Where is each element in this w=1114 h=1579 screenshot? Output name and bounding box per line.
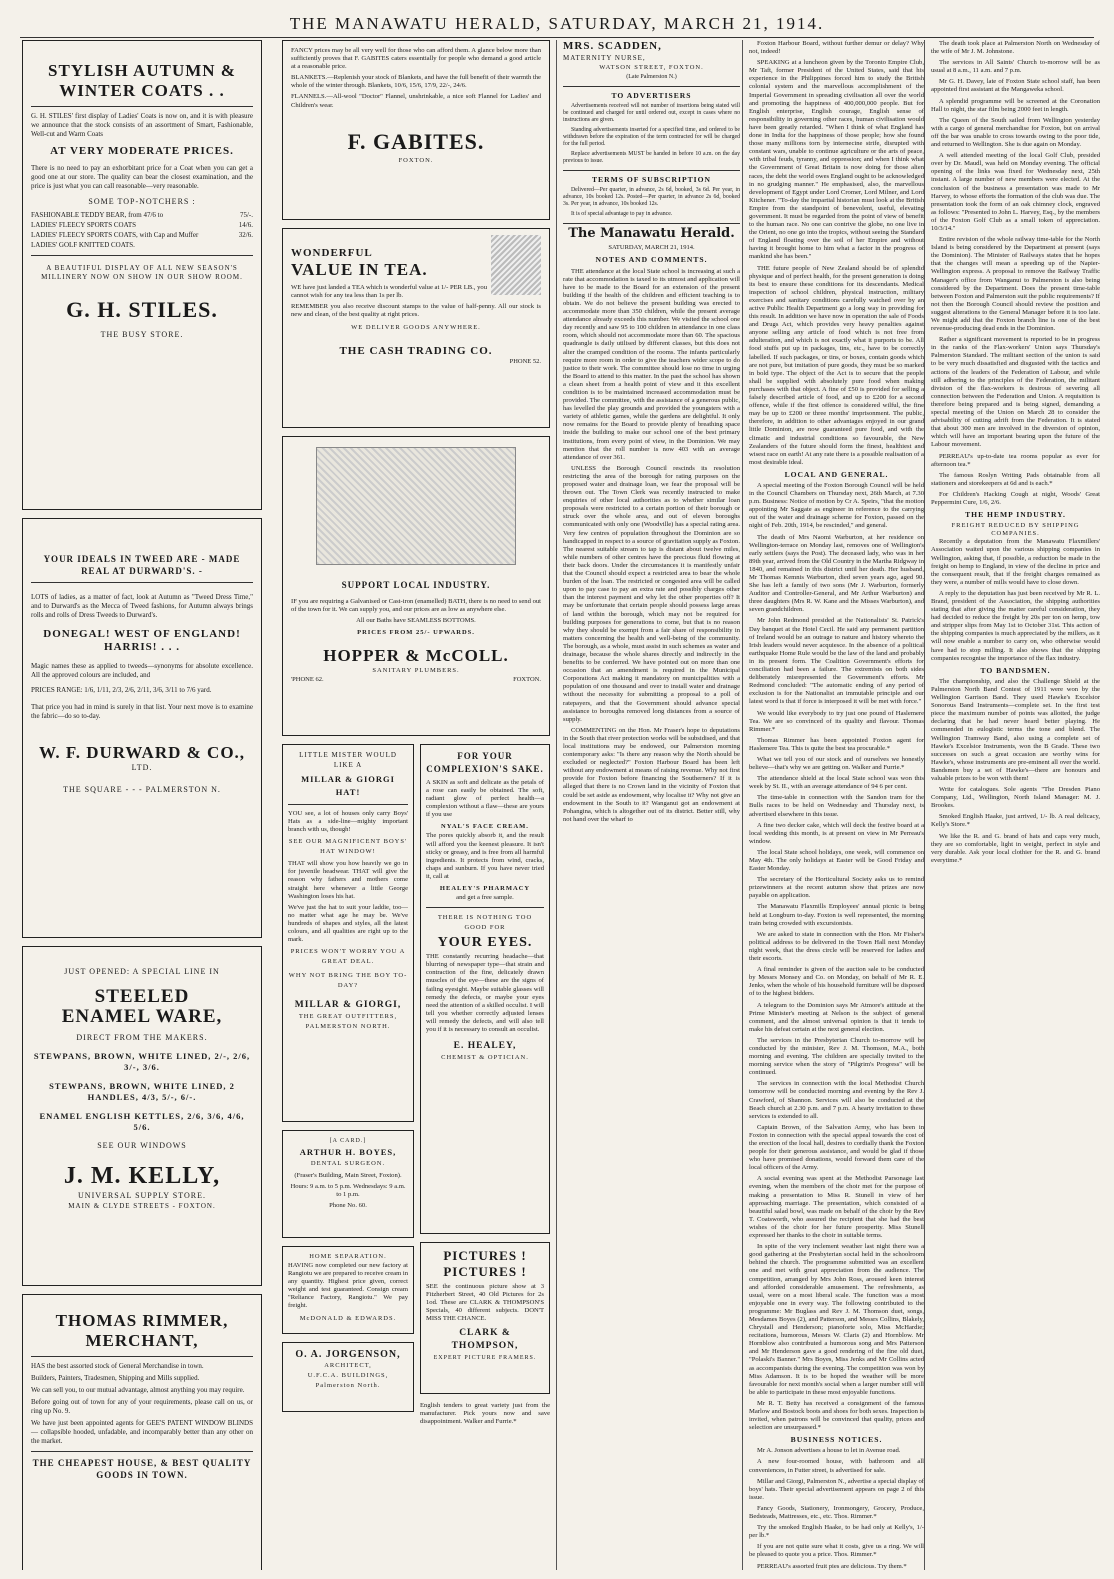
boyes-sub: DENTAL SURGEON.	[310, 1160, 386, 1167]
stiles-headline-1: STYLISH AUTUMN &	[48, 61, 236, 80]
millar-p2: THAT will show you how heavily we go in for juvenile headwear. THAT will give the reason why fathers and mothers come straight here whenever a little George Washington loses his hat.	[288, 860, 408, 900]
c6-p12: Recently a deputation from the Manawatu Flaxmillers' Association waited upon the various shipping companies in Wellington, asking that, if possible, a reduction be made in the freight on hemp to England, in view of the decline in price and the consequent result, that if the freight charges remained as they were, a number of mills would have to close down.	[931, 538, 1100, 586]
rimmer-p3: We can sell you, to our mutual advantage, almost anything you may require.	[31, 1386, 245, 1394]
c4-p1: Foxton Harbour Board, without further demur or delay? Why not, indeed!	[749, 40, 924, 56]
scadden-late: (Late Palmerston N.)	[626, 74, 677, 80]
c5-p4: The secretary of the Horticultural Society asks us to remind prizewinners at the recent autumn show that prizes are now payable on application.	[749, 876, 924, 900]
column-1	[22, 40, 262, 1570]
jorg-name: O. A. JORGENSON,	[295, 1349, 401, 1360]
jorgenson-advert	[282, 1342, 414, 1412]
c5-p17: Millar and Giorgi, Palmerston N., advertise a special display of boys' hats. Their special advertisement appears on page 2 of this issue.	[749, 1477, 924, 1501]
c5-p18: Fancy Goods, Stationery, Ironmongery, Grocery, Produce, Bedsteads, Mattresses, etc., etc. Thos. Rimmer.*	[749, 1504, 924, 1521]
cash-name: THE CASH TRADING CO.	[339, 345, 493, 358]
hopper-phone: 'PHONE 62.	[291, 676, 324, 684]
c4-p7: We would like everybody to try just one pound of Haslemere Tea. We are so convinced of its quality and flavour. Thomas Rimmer.*	[749, 709, 924, 733]
jorg-l1: U.F.C.A. BUILDINGS,	[307, 1372, 389, 1379]
c6-p13: A reply to the deputation has just been received by Mr R. L. Brand, president of the Association, the shipping authorities stating that after giving the matter careful consideration, they had decided to reduce the freight by 20s per ton on hemp, tow and stripper slips from May 1st to October 31st. This action of the shipping companies is much appreciated by the millers, as it will now enable a number to carry on, who otherwise would have had to stop milling. It also shows that the shipping companies recognise the importance of the flax industry.	[931, 589, 1100, 662]
cash-p1: WE have just landed a TEA which is wonderful value at 1/- PER LB., you cannot wish for any tea less than 1s per lb.	[291, 284, 487, 300]
healey-sub: CHEMIST & OPTICIAN.	[441, 1054, 529, 1062]
stiles-topnotchers: SOME TOP-NOTCHERS :	[88, 197, 196, 206]
c5-p12: A social evening was spent at the Methodist Parsonage last evening, when the members of the choir met for the purpose of making a presentation to Miss R. Stunell in view of her approaching marriage. The presentation, which consisted of a beautiful salad bowl, was made on behalf of the choir by the Rev T. Coatsworth, who assured the recipient that she had the best wishes of the choir for her future prosperity. Miss Stunell expressed her thanks to the choir in suitable terms.	[749, 1175, 924, 1240]
c6-p6: A well attended meeting of the local Golf Club, presided over by Dr. Maudl, was held on Monday evening. The official opening of the links was fixed for Wednesday next, 25th instant. A large number of new members were elected. At the conclusion of the business a presentation was made to Mr Harvey, to whose efforts the formation of the club was due. The presentation took the form of an oak chimney clock, engraved as follows: "Presented to John L. Harvey, Esq., by the members of the Foxton Golf Club as a small token of appreciation. 10/3/14."	[931, 152, 1100, 232]
boyes-card: [A CARD.]	[329, 1138, 367, 1144]
c6-p11: For Children's Hacking Cough at night, Woods' Great Peppermint Cure, 1/6, 2/6.	[931, 490, 1100, 506]
subscription-heading: TERMS OF SUBSCRIPTION	[591, 175, 712, 185]
healey-p2: The pores quickly absorb it, and the result will afford you the keenest pleasure. It isn't sticky or greasy, and is free from all harmful ingredients. It protects from wind, cracks, chaps and sunburn. If you have never tried it, call at	[426, 832, 544, 880]
c4-p8: Thomas Rimmer has been appointed Foxton agent for Haslemere Tea. This is quite the best tea procurable.*	[749, 736, 924, 752]
millar-giorgi-advert	[282, 744, 414, 1122]
c4-p9: What we tell you of our stock and of ourselves we honestly believe—that's why we are getting on. Walker and Furrie.*	[749, 755, 924, 772]
masthead: THE MANAWATU HERALD, SATURDAY, MARCH 21, 1914.	[20, 14, 1094, 38]
millar-town: PALMERSTON NORTH.	[305, 1023, 391, 1031]
notes-heading: NOTES AND COMMENTS.	[595, 255, 708, 265]
subscription-p2: It is of special advantage to pay in advance.	[571, 211, 673, 218]
cash-trading-advert	[282, 228, 550, 428]
c5-p14: Mr R. T. Betty has received a consignment of the famous Marlow and Bostock boots and shoes for both sexes. Inspection is invited, when patrons will be convinced that quality, prices and selection are unsurpassed.*	[749, 1399, 924, 1432]
gabites-p1: FANCY prices may be all very well for those who can afford them. A glance below more than sufficiently proves that F. GABITES caters essentially for people who demand a good article at a reasonable price.	[291, 47, 541, 71]
stiles-body: There is no need to pay an exhorbitant price for a Coat when you can get a good one at our store. The quality can bear the closest examination, and the price is just what you can call reasonable—very reasonable.	[31, 164, 253, 190]
kelly-address: MAIN & CLYDE STREETS - FOXTON.	[68, 1202, 216, 1210]
cash-p2: REMEMBER you also receive discount stamps to the value of half-penny. All our stock is new and clean, of the best quality at right prices.	[291, 303, 541, 319]
gabites-advert	[282, 40, 550, 220]
gabites-p2: BLANKETS.—Replenish your stock of Blankets, and have the full benefit of their warmth the whole of the winter through. Blankets, 10/6, 15/6, 17/9, 22/-, 24/6.	[291, 74, 541, 90]
issue-date: SATURDAY, MARCH 21, 1914.	[608, 244, 695, 252]
column-3	[556, 40, 740, 1570]
c6-p7: Entire revision of the whole railway time-table for the North Island is being considered by the Department at present (says the Dominion). The Minister of Railways states that he hopes that the changes will mean a speeding up of the Napier-Wellington express. A proposal to remove the Railway Traffic Manager's office from Wanganui to Palmerston is also being considered by the Department. Does the present time-table between Foxton and Palmerston suit the public requirements? If not then the Borough Council should review the position and suggest alterations to the General Manager before it is too late. We might add that the Foxton branch line is one of the best revenue-producing dead ends in the Dominion.	[931, 236, 1100, 333]
c5-p19: Try the smoked English Haake, to be had only at Kelly's, 1/- per lb.*	[749, 1524, 924, 1540]
c6-p10: The famous Roslyn Writing Pads obtainable from all stationers and storekeepers at 6d and is each.*	[931, 471, 1100, 487]
cash-tea: VALUE IN TEA.	[291, 260, 428, 279]
healey-advert	[420, 744, 550, 1234]
kelly-line-2: STEWPANS, BROWN, WHITE LINED, 2 HANDLES, 4/3, 5/-, 6/-.	[49, 1081, 235, 1102]
millar-p4: PRICES WON'T WORRY YOU A GREAT DEAL.	[290, 948, 406, 966]
hopper-p2: All our Baths have SEAMLESS BOTTOMS.	[356, 617, 476, 625]
c5-p16: A new four-roomed house, with bathroom and all conveniences, in Futter street, is advertised for sale.	[749, 1458, 924, 1474]
c4-p5: The death of Mrs Naomi Warburton, at her residence on Wellington-terrace on Monday last, removes one of Wellington's early settlers (says the Post). The deceased lady, who was in her 89th year, arrived from the Old Country in the Martha Ridgway in 1840, and remained in this district until her death. Her husband, Mr Thomas Kemnis Warburton, died seven years ago, aged 90. She has left a family of two sons (Mr J. Warburton, formerly Auditor and Controller-General, and Mr Arthur Warburton) and three daughters (Mrs R. W. Kane and the Misses Warburton), and seven grandchildren.	[749, 533, 924, 614]
c4-p2: SPEAKING at a luncheon given by the Toronto Empire Club, Mr Taft, former President of the United States, said that his experience in the Philippines forced him to study the British colonial system and the marvellous accomplishment of the Imperial Government in spreading civilisation all over the world and promoting the happiness of 400,000,000 people. But for English enterprise, English courage, English sense of responsibility in governing other races, human civilisation would have been greatly retarded. "When I think of what England has done in India for the happiness of those people; how she found those many millions torn by internecine strife, disrupted with constant wars, unable to continue agriculture or the arts of peace, with tribal feuds, tyranny, and oppression; and when I think what the Government of Great Britain is now doing for those alien races, the debt the world owes England ought to be acknowledged in no grudging manner." He emphasised, also, the marvellous development of Egypt under Lord Cromer, Lord Milner, and Lord Kitchener. "To-day the impartial historian must look at the British Empire from the standpoint of benevolent, useful, elevating government. It must be regarded from the point of view of benefit to the human race. No one can contrive the globe, no one live in the Orient, no one go into the tropics, without seeing the Standard of England floating over the soil of her Empire and without having it brought home to him what a factor in the progress of mankind she has been."	[749, 59, 924, 261]
durward-address: THE SQUARE - - - PALMERSTON N.	[63, 785, 221, 794]
clark-name: CLARK & THOMPSON,	[451, 1328, 519, 1352]
c5-p1: The time-table in connection with the Sandon tram for the Bulls races to be held on Wednesday and Thursday next, is advertised elsewhere in this issue.	[749, 794, 924, 818]
clark-thompson-advert	[420, 1242, 550, 1394]
c5-p21: PERREAU's assorted fruit pies are delicious. Try them.*	[757, 1562, 907, 1570]
advertisers-p3: Replace advertisements MUST be handed in before 10 a.m. on the day previous to issue.	[563, 151, 740, 165]
c6-p4: A splendid programme will be screened at the Coronation Hall to night, the star film being 2000 feet in length.	[931, 97, 1100, 113]
stiles-item: FASHIONABLE TEDDY BEAR, from 47/6 to 75/-.	[31, 211, 253, 219]
clark-h1: PICTURES !	[443, 1248, 527, 1263]
cash-wonderful: WONDERFUL	[291, 247, 373, 259]
healey-e2: YOUR EYES.	[437, 935, 533, 951]
c5-p9: The services in the Presbyterian Church to-morrow will be conducted by the minister, Rev J. M. Thomson, M.A., both morning and evening. The children are specially invited to the morning service when the story of "Pilgrim's Progress" will be continued.	[749, 1036, 924, 1077]
c6-p5: The Queen of the South sailed from Wellington yesterday with a cargo of general merchandise for Foxton, but on arrival off the bar was unable to cross towards owing to the poor tide, and returned to Wellington. She is due again on Monday.	[931, 116, 1100, 149]
c6-p2: The services in All Saints' Church to-morrow will be as usual at 8 a.m., 11 a.m. and 7 p.m.	[931, 59, 1100, 75]
durward-headline: YOUR IDEALS IN TWEED ARE - MADE REAL AT DURWARD'S. -	[43, 554, 241, 576]
c6-p16: Smoked English Haake, just arrived, 1/- lb. A real delicacy, Kelly's Store.*	[931, 813, 1100, 829]
millar-h2: MILLAR & GIORGI HAT!	[301, 774, 395, 797]
stiles-millinery: A BEAUTIFUL DISPLAY OF ALL NEW SEASON'S MILLINERY NOW ON SHOW IN OUR SHOW ROOM.	[41, 264, 243, 281]
mcd-name: McDONALD & EDWARDS.	[299, 1314, 397, 1322]
hopper-prices: PRICES FROM 25/- UPWARDS.	[357, 629, 475, 637]
healey-p4: THE constantly recurring headache—that blurring of newspaper type—that strain and contraction of the fine, delicately drawn muscles of the eye—these are the signs of failing eyesight. Maybe suitable glasses will remedy the defects, or maybe your eyes need the attention of a skilled occulist. I will tell you whether correctly adjusted lenses will remedy the defects, and will also tell you if it is necessary to consult an occulist.	[426, 953, 544, 1033]
rimmer-name: THOMAS RIMMER,	[55, 1311, 229, 1330]
durward-body: LOTS of ladies, as a matter of fact, look at Autumn as "Tweed Dress Time," and to Durward's as the Mecca of Tweed fashions, for Autumn always brings rolls and rolls of Dress Tweeds to Durward's.	[31, 593, 253, 619]
c6-p17: We like the R. and G. brand of hats and caps very much, they are so comfortable, light in weight, perfect in style and very durable. Ask your local clothier for the R. and G. brand everytime.*	[931, 832, 1100, 864]
notes-p1: THE attendance at the local State school is increasing at such a rate that accommodation is taxed to its utmost and application will have to be made to the Board for an extension of the present building if the health of the children and efficient teaching is to obtain. We do not believe the present building was erected to accommodate more than 350 children, while the present average attendance already exceeds this number. We visited the school one day recently and saw 95 to 100 children in attendance in one class room, which should not accommodate more than 60. The spacious quadrangle is daily utilised by different classes, but this does not alter the cramped condition of the rooms. The infants particularly require more room in order to give the teachers wider scope to do justice to their work. The committee should lose no time in urging the Board to attend to this matter. In the past the school has shown a clean sheet from a health point of view and it this excellent condition is to be maintained increased accommodation must be provided. The committee, with the assistance of a generous public, has levelled the play grounds and provided the youngsters with a variety of athletic games, while the gardens are delightful. It only now remains for the Board to provide plenty of breathing space inside the building to make our school one of the best primary institutions, from every point of view, in the Dominion. We may mention that the roll number is now 403 with an average attendance of over 361.	[563, 267, 740, 461]
boyes-address: (Fraser's Building, Main Street, Foxton).	[294, 1172, 402, 1179]
c5-p15: Mr A. Jonson advertises a house to let in Avenue road.	[757, 1447, 901, 1455]
kelly-see: SEE OUR WINDOWS	[97, 1141, 187, 1150]
durward-magic: Magic names these as applied to tweeds—synonyms for absolute excellence. All the approved colours are included, and	[31, 662, 253, 679]
c5-p2: A fine two decker cake, which will deck the festive board at a local wedding this month, is at present on view in Mr Perreau's window.	[749, 821, 924, 845]
mcd-heading: HOME SEPARATION.	[309, 1253, 387, 1260]
paper-title: The Manawatu Herald.	[568, 226, 735, 242]
column-5	[924, 40, 1100, 1570]
rimmer-merchant: MERCHANT,	[85, 1331, 199, 1350]
c4-p3: THE future people of New Zealand should be of splendid physique and of perfect health, for the present generation is doing its best to ensure these conditions for its descendants. Medical inspection of school children, physical instruction, military exercises and sanitary conditions carefully watched over by an active Public Health Department go a long way in providing for this result. In addition we have now in operation the sale of Foods and Drugs Act, which provides very heavy penalties against anyone selling any article of food which is not free from adulteration, and which is not exactly what it purports to be. All food stuffs put up in packages, tins, etc., have to be correctly labelled. If such packages, or tins, or boxes, contain goods which are not pure, but imitation of pure goods, they must be so marked in bold type. The object of the Act is to secure that the people shall be supplied with absolutely pure food when making purchases with that object. A fine of £50 is provided for selling a falsely described article of food, and up to £200 for a second offence, while if the first offence is considered wilful, the fine may be up to £200 or three months' imprisonment. The public, therefore, in addition to other advantages enjoyed in our grand little Dominion, are now guaranteed pure food, and with the climatic and industrial conditions so favourable, the New Zealanders of the future should form the finest, healthiest and wisest race on earth! At any rate there is a possible realisation of a most desirable ideal.	[749, 264, 924, 466]
c4-p6: Mr John Redmond presided at the Nationalists' St. Patrick's Day banquet at the Hotel Cecil. He said any permanent partition of Ireland would be an outrage to nature and history whereto the Irish leaders would never acquiesce. In the absence of a political earthquake Home Rule would be the law of the land and probably in its present form. The Coalition Government's efforts for conciliation had been a failure. The extremists on both sides deliberately misrepresented the Government's efforts. Mr Redmond concluded: "The automatic ending of any period of exclusion is for the Nationalist an immutable principle and our latest word is that if force is interposed it will be met with force."	[749, 617, 924, 706]
kelly-enamelware: ENAMEL WARE,	[61, 1006, 223, 1027]
millar-name: MILLAR & GIORGI,	[294, 1000, 402, 1011]
hopper-p1: IF you are requiring a Galvanised or Cast-iron (enamelled) BATH, there is no need to send out of the town for it. We can supply you, and our prices are as low as anywhere else.	[291, 598, 541, 614]
stiles-item: LADIES' GOLF KNITTED COATS.	[31, 241, 135, 249]
c5-p7: A final reminder is given of the auction sale to be conducted by Messrs Monsey and Co. on Monday, on behalf of Mr R. E. Jenks, when the whole of his household furniture will be disposed of to the highest bidders.	[749, 966, 924, 998]
hemp-heading: THE HEMP INDUSTRY.	[965, 510, 1066, 520]
healey-h1: FOR YOUR COMPLEXION'S SAKE.	[426, 751, 544, 774]
hemp-subheading: FREIGHT REDUCED BY SHIPPING COMPANIES.	[951, 522, 1080, 538]
boyes-phone: Phone No. 60.	[329, 1202, 367, 1210]
stiles-tag: THE BUSY STORE.	[100, 330, 184, 339]
jorg-sub: ARCHITECT,	[324, 1362, 372, 1369]
stiles-name: G. H. STILES.	[66, 297, 218, 322]
rimmer-p4: Before going out of town for any of your requirements, please call on us, or ring up No. 9.	[31, 1398, 253, 1415]
c5-p3: The local State school holidays, one week, will commence on May 4th. The only holidays at Easter will be Good Friday and Easter Monday.	[749, 848, 924, 873]
notes-p3: COMMENTING on the Hon. Mr Fraser's hope to deputations in the South that river protection works will be subsidised, and that local institutions may be endowed, our Palmerston morning contemporary asks: "Is there any reason why the North should be excluded or neglected?" Foxton Harbour Board has been left without any endowment at means of raising revenue. Why not first provide for Foxton before financing the Southerners? If it is alleged that there is no Crown land in the vicinity of Foxton that could be set aside as endowment, why localise it? Why not give an endowment in the South to it? Wanganui got an endowment at Pohangina, which is altogether out of its district. Better still, why not hand over the wharf to	[563, 726, 740, 823]
advertisers-p1: Advertisements received will not number of insertions being stated will be continued and charged for until ordered out, except in cases where no instructions are given.	[563, 103, 740, 124]
millar-p5: WHY NOT BRING THE BOY TO-DAY?	[288, 972, 408, 990]
rimmer-p1: HAS the best assorted stock of General Merchandise in town.	[31, 1362, 204, 1370]
durward-ltd: LTD.	[131, 763, 153, 772]
durward-advert	[22, 518, 262, 938]
stiles-item: LADIES' FLEECY SPORTS COATS, with Cap and Muffer 32/6.	[31, 231, 253, 239]
column-2	[282, 40, 550, 1570]
millar-h1: LITTLE MISTER WOULD LIKE A	[299, 751, 397, 769]
hopper-heading: SUPPORT LOCAL INDUSTRY.	[341, 580, 491, 590]
hopper-town: FOXTON.	[513, 676, 541, 684]
c6-p14: The championship, and also the Challenge Shield at the Palmerston North Band Contest of 1911 were won by the Wellington Garrison Band. They used Hawke's Excelsior Sonorous Band Instruments—complete set. In the first test piece the maximum number of points was allotted, the judge declaring that he had never heard better playing. He commended in eulogistic terms the tone and blend. The Wellington Tramway Band, also using a complete set of Hawke's Excelsior Instruments, won the B Grade. These two successes on such a great occasion are worthy wins for Hawke's, whose instruments are pre-eminent all over the world. Bandsmen buy a set of Hawke's—there are honours and valuable prizes to be won with them!	[931, 677, 1100, 782]
c6-p3: Mr G. H. Davey, late of Foxton State school staff, has been appointed first assistant at the Mangaweka school.	[931, 78, 1100, 94]
c6-p1: The death took place at Palmerston North on Wednesday of the wife of Mr J. M. Johnstone.	[931, 40, 1100, 56]
bandsmen-heading: TO BANDSMEN.	[980, 665, 1051, 675]
healey-nyal: NYAL'S FACE CREAM.	[441, 823, 529, 831]
tea-drinker-illustration	[491, 235, 541, 295]
kelly-steeled: STEELED	[94, 986, 190, 1007]
subscription-p1: Delivered—Per quarter, in advance, 2s 6d, booked, 3s 6d. Per year, in advance, 10s booked 12s. Posted—Per quarter, in advance 2s 6d, booked 3s. Per year, in advance, 10s booked 12s.	[563, 187, 740, 208]
c4-p4: A special meeting of the Foxton Borough Council will be held in the Council Chambers on Thursday next, 26th March, at 7.30 p.m. Business: Notice of motion by Cr A. Speirs, "that the motion appointing Mr Saggate as engineer in reference to the carrying out of the water and drainage scheme for Foxton, passed on the night of Feb. 20th, 1914, be rescinded," and general.	[749, 481, 924, 530]
c5-p11: Captain Brown, of the Salvation Army, who has been in Foxton in connection with the special appeal towards the cost of the erection of the local hall, desires to cordially thank the Foxton people for their generous assistance, and would be glad if those who have promised donations, would forward them care of the local officers of the Army.	[749, 1123, 924, 1172]
kelly-line-3: ENAMEL ENGLISH KETTLES, 2/6, 3/6, 4/6, 5/6.	[39, 1111, 245, 1132]
millar-p1: YOU see, a lot of houses only carry Boys' Hats as a side-line—mighty important branch with us, though!	[288, 810, 408, 834]
c5-p0: The attendance shield at the local State school was won this week by St. II., with an average attendance of 94 6 per cent.	[749, 775, 924, 791]
cash-phone: PHONE 52.	[509, 358, 541, 366]
jorg-l2: Palmerston North.	[315, 1382, 381, 1389]
durward-donegal: DONEGAL! WEST OF ENGLAND! HARRIS! . . .	[43, 628, 241, 653]
rimmer-footer: THE CHEAPEST HOUSE, & BEST QUALITY GOODS IN TOWN.	[32, 1458, 252, 1480]
kelly-name: J. M. KELLY,	[63, 1163, 221, 1189]
gabites-name: F. GABITES.	[347, 128, 485, 154]
c5-p20: If you are not quite sure what it costs, give us a ring. We will be pleased to quote you a price. Thos. Rimmer.*	[749, 1543, 924, 1559]
millar-p3: We've just the hat to suit your laddie, too—no matter what age he may be. We've hundreds of shapes and styles, all the latest colours, and all qualities are right up to the mark.	[288, 903, 408, 944]
scadden-name: MRS. SCADDEN,	[563, 40, 662, 52]
business-notices-heading: BUSINESS NOTICES.	[790, 1435, 883, 1445]
rimmer-p5: We have just been appointed agents for GEE'S PATENT WINDOW BLINDS — collapsible hooded, unfadable, and incomparably better than any other on the market.	[31, 1419, 253, 1445]
kelly-opened: JUST OPENED: A SPECIAL LINE IN	[64, 967, 220, 976]
c5-p10: The services in connection with the local Methodist Church tomorrow will be conducted morning and evening by the Rev J. Crawford, of Shannon. Services will also be conducted at the Beach church at 2.30 p.m. and 7 p.m. A hearty invitation to these services is extended to all.	[749, 1080, 924, 1120]
mcdonald-advert	[282, 1246, 414, 1334]
stiles-item: LADIES' FLEECY SPORTS COATS 14/6.	[31, 221, 253, 229]
stiles-prices-heading: AT VERY MODERATE PRICES.	[50, 145, 234, 157]
rimmer-p2: Builders, Painters, Tradesmen, Shipping and Mills supplied.	[31, 1374, 200, 1382]
c5-p13: In spite of the very inclement weather last night there was a good gathering at the Presbyterian social held in the schoolroom behind the church. The programme submitted was an excellent one and met with great appreciation from the audience. The competition, arranged by Mrs John Ross, aroused keen interest and afforded considerable amusement. The refreshments, as usual, were on a most liberal scale. The function was a most enjoyable one in every way. The following contributed to the programme: Mr Buglass and Rev J. M. Thomson duet, songs, Mesdames Boyes (2), and Patterson, and Messrs Collins, Blakely, Chrystall and Henderson; pianoforte solo, Miss McHardie; recitations, humorous, Messrs W. Claris (2) and Hornblow. Mr Hornblow also contributed a humorous song and Mrs Patterson and Mr Henderson gave a good rendering of the fine old duet, "Polaski's Banner." Mrs Boyes, Miss Jenks and Mr Collins acted as accompanists during the evening. The competition was won by Miss Adamson. It is to be hoped the weather will be more favourable for next month's social when a larger number still will be able to participate in these most enjoyable functions.	[749, 1243, 924, 1396]
hopper-sub: SANITARY PLUMBERS.	[372, 667, 460, 675]
durward-that: That price you had in mind is surely in that list. Your next move is to examine the fabric—do so to-day.	[31, 703, 253, 720]
healey-p3: and get a free sample.	[456, 894, 514, 902]
stiles-headline-2: WINTER COATS . .	[59, 81, 225, 100]
hopper-advert	[282, 436, 550, 736]
c5-p6: We are asked to state in connection with the Hon. Mr Fisher's political address to be delivered in the Town Hall next Monday night week, that the dress circle will be reserved for ladies and their escorts.	[749, 930, 924, 963]
cash-deliver: WE DELIVER GOODS ANYWHERE.	[351, 324, 481, 332]
gabites-p3: FLANNELS.—All-wool "Doctor" Flannel, unshrinkable, a nice soft Flannel for Ladies' and Children's wear.	[291, 93, 541, 109]
kelly-direct: DIRECT FROM THE MAKERS.	[76, 1033, 208, 1042]
millar-see: SEE OUR MAGNIFICENT BOYS' HAT WINDOW!	[288, 838, 408, 856]
durward-name: W. F. DURWARD & CO.,	[38, 743, 246, 762]
clark-sub: EXPERT PICTURE FRAMERS.	[433, 1355, 537, 1362]
gabites-town: FOXTON.	[398, 156, 434, 164]
boyes-advert	[282, 1130, 414, 1238]
healey-p1: A SKIN as soft and delicate as the petals of a rose can easily be obtained. The soft, radiant glow of perfect health—a complexion without a flaw—these are yours if you use	[426, 779, 544, 819]
advertisers-heading: TO ADVERTISERS	[611, 91, 692, 101]
scadden-title: MATERNITY NURSE,	[563, 54, 646, 62]
boyes-name: ARTHUR H. BOYES,	[299, 1147, 397, 1157]
hopper-name: HOPPER & McCOLL.	[323, 646, 509, 666]
clark-h2: PICTURES !	[443, 1264, 527, 1279]
c5-p5: The Manawatu Flaxmills Employees' annual picnic is being held at Longburn to-day. Foxton is well represented, the morning train being crowded with excursionists.	[749, 903, 924, 927]
healey-pharmacy: HEALEY'S PHARMACY	[439, 885, 531, 893]
walker-notice: English tenders to great variety just from the manufacturer. Pick yours now and save disappointment. Walker and Furrie.*	[420, 1402, 550, 1426]
rimmer-advert	[22, 1294, 262, 1570]
c6-p8: Rather a significant movement is reported to be in progress in the ranks of the Flax-workers' Union says Thursday's Palmerston Standard. The militant section of the union is said to be very much dissatisfied and disgusted with the tactics and actions of the leaders of the Federation of Labour, and while still adhering to the principles of the Federation, the militant division of the flax-workers is desirous of severing all connection between the Federation and Union. A requisition is therefore being prepared and is being signed, demanding a special meeting of the Union on March 28 to consider the advisability of cutting adrift from the Federation. It is stated that about 300 men are involved in the diversion of opinion, which will have an important bearing upon the future of the Labour movement.	[931, 336, 1100, 449]
c5-p8: A telegram to the Dominion says Mr Atmore's attitude at the Prime Minister's meeting at Nelson is the subject of general comment, and the almost universal opinion is that it tends to make his defeat certain at the next general election.	[749, 1001, 924, 1033]
kelly-advert	[22, 946, 262, 1286]
bath-illustration	[316, 447, 516, 565]
c6-p15: Write for catalogues. Sole agents "The Dresden Piano Company, Ltd., Wellington, North Island Manager: M. J. Brookes.	[931, 786, 1100, 810]
advertisers-p2: Standing advertisements inserted for a specified time, and ordered to be withdrawn before the expiration of the term contracted for will be charged for the full period.	[563, 127, 740, 148]
scadden-address: WATSON STREET, FOXTON.	[599, 64, 704, 71]
notes-p2: UNLESS the Borough Council rescinds its resolution restricting the area of the borough for rating purposes on the proposed water and drainage loan, we fear the proposal will be thrown out. The Town Clerk was recently instructed to make enquiries of other local authorities as to whether similar loan proposals were restricted to a certain portion of their borough or struck over the whole area, and out of eleven boroughs communicated with only one (Woodville) has a special rating area. Very few centres of population throughout the Dominion are so handicapped in respect to a source of gravitation supply as Foxton. The nearest suitable stream to tap is distant about twelve miles, while numbers of other centres have the precious fluid flowing at their back doors. Under the circumstances it is manifestly unfair that the Council should expect a restricted area to bear the whole burden of the loan. The restricted or congested area will be called upon to pay case to pay an extra rate and possibly charges other than the interest payment and why let the other properties off? It may be unfortunate that certain people should possess large areas of land within the borough, which may not be required for building purposes for generations to come, but that is no reason why they should be exempt from a fair share of responsibility in matters concerning the health and well-being of the community. The borough, as a whole, must assist in such schemes as water and drainage, because the whole shares directly and indirectly in the benefits to be conferred. We have pointed out on more than one occasion that an amendment is required in the Municipal Corporations Act making it mandatory on municipalities with a population of one thousand and over to install water and drainage without the necessity for submitting a proposal to a poll of ratepayers, and that the Government should advance special assistance to boroughs removed long distances from a source of supply.	[563, 464, 740, 723]
kelly-sub: UNIVERSAL SUPPLY STORE.	[78, 1191, 206, 1200]
millar-sub: THE GREAT OUTFITTERS,	[298, 1013, 398, 1021]
stiles-advert	[22, 40, 262, 510]
kelly-line-1: STEWPANS, BROWN, WHITE LINED, 2/-, 2/6, 3/-, 3/6.	[33, 1051, 251, 1072]
c6-p9: PERREAU's up-to-date tea rooms popular as ever for afternoon tea.*	[931, 452, 1100, 468]
boyes-hours: Hours: 9 a.m. to 5 p.m. Wednesdays: 9 a.m. to 1 p.m.	[290, 1183, 406, 1199]
stiles-intro: G. H. STILES' first display of Ladies' Coats is now on, and it is with pleasure we announce that the stock consists of an assortment of Smart, Fashionable, Well-cut and Warm Coats	[31, 112, 253, 138]
durward-prices: PRICES RANGE: 1/6, 1/11, 2/3, 2/6, 2/11, 3/6, 3/11 to 7/6 yard.	[31, 686, 212, 694]
healey-name: E. HEALEY,	[453, 1041, 517, 1052]
mcd-p1: HAVING now completed our new factory at Rangiotu we are prepared to receive cream in any quantity. Highest price given, correct weight and test guaranteed. Consign cream "Reliance Factory, Rangiotu." We pay freight.	[288, 1262, 408, 1310]
clark-p1: SEE the continuous picture show at 3 Fitzherbert Street, 40 Old Pictures for 2s 1od. These are CLARK & THOMPSON'S Specials, 40 different subjects. DON'T MISS THE CHANCE.	[426, 1283, 544, 1323]
local-general-heading: LOCAL AND GENERAL.	[784, 469, 889, 479]
column-4	[742, 40, 924, 1570]
healey-e1: THERE IS NOTHING TOO GOOD FOR	[437, 914, 533, 932]
